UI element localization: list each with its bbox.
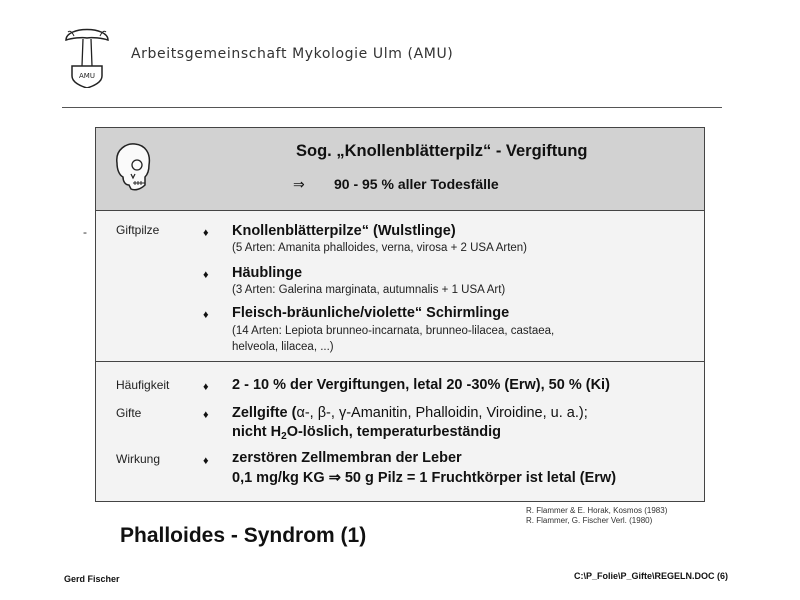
amanitin-types: α-, β-, γ-Amanitin, [296, 405, 412, 421]
toxins-line-1 [232, 405, 588, 421]
effect-line-2: 0,1 mg/kg KG ⇒ 50 g Pilz = 1 Fruchtkörper ist letal (Erw) [232, 470, 617, 486]
logo-text: AMU [79, 72, 95, 80]
bullet-icon: ♦ [203, 227, 209, 239]
mushroom-group-desc: (5 Arten: Amanita phalloides, verna, virosa + 2 USA Arten) [232, 242, 528, 254]
other-toxins: Phalloidin, Viroidine, u. a.); [411, 405, 588, 421]
mushroom-group-desc: helveola, lilacea, ...) [232, 341, 334, 353]
bullet-icon: ♦ [203, 269, 209, 281]
reference-2: R. Flammer, G. Fischer Verl. (1980) [526, 516, 653, 525]
toxins-solubility-a: nicht H [232, 424, 282, 440]
bullet-icon: ♦ [203, 309, 209, 321]
effect-line-1: zerstören Zellmembran der Leber [232, 450, 462, 466]
reference-1: R. Flammer & E. Horak, Kosmos (1983) [526, 506, 668, 515]
subscript-2: 2 [281, 431, 287, 442]
box-header [96, 128, 704, 211]
skull-icon [111, 141, 153, 193]
frequency-text: 2 - 10 % der Vergiftungen, letal 20 -30% (Erw), 50 % (Ki) [232, 377, 610, 393]
toxins-line-2 [232, 424, 501, 442]
giftpilze-label: Giftpilze [116, 223, 160, 237]
bullet-icon: ♦ [203, 409, 209, 421]
toxins-solubility-b: O-löslich, temperaturbeständig [286, 424, 502, 440]
implies-arrow: ⇒ [293, 176, 305, 192]
author-name: Gerd Fischer [64, 574, 120, 584]
section-divider [96, 361, 704, 362]
gifte-label: Gifte [116, 406, 142, 420]
mushroom-group-title: Häublinge [232, 265, 303, 281]
mushroom-group-desc: (3 Arten: Galerina marginata, autumnalis + 1 USA Art) [232, 284, 506, 296]
margin-mark: - [83, 225, 87, 239]
mushroom-group-title: Fleisch-bräunliche/violette“ Schirmlinge [232, 305, 510, 321]
mushroom-group-title: Knollenblätterpilze“ (Wulstlinge) [232, 223, 456, 239]
slide-title: Phalloides - Syndrom (1) [120, 524, 367, 547]
fatality-share: 90 - 95 % aller Todesfälle [334, 176, 499, 192]
file-path: C:\P_Folie\P_Gifte\REGELN.DOC (6) [574, 571, 729, 581]
amu-mushroom-logo [62, 18, 112, 88]
header-divider [62, 107, 722, 108]
organization-title: Arbeitsgemeinschaft Mykologie Ulm (AMU) [131, 46, 454, 62]
toxins-prefix: Zellgifte ( [232, 405, 297, 421]
wirkung-label: Wirkung [116, 452, 161, 466]
haeufigkeit-label: Häufigkeit [116, 378, 170, 392]
mushroom-group-desc: (14 Arten: Lepiota brunneo-incarnata, brunneo-lilacea, castaea, [232, 325, 555, 337]
poisoning-title: Sog. „Knollenblätterpilz“ - Vergiftung [296, 142, 588, 160]
bullet-icon: ♦ [203, 455, 209, 467]
bullet-icon: ♦ [203, 381, 209, 393]
content-box [95, 127, 705, 502]
